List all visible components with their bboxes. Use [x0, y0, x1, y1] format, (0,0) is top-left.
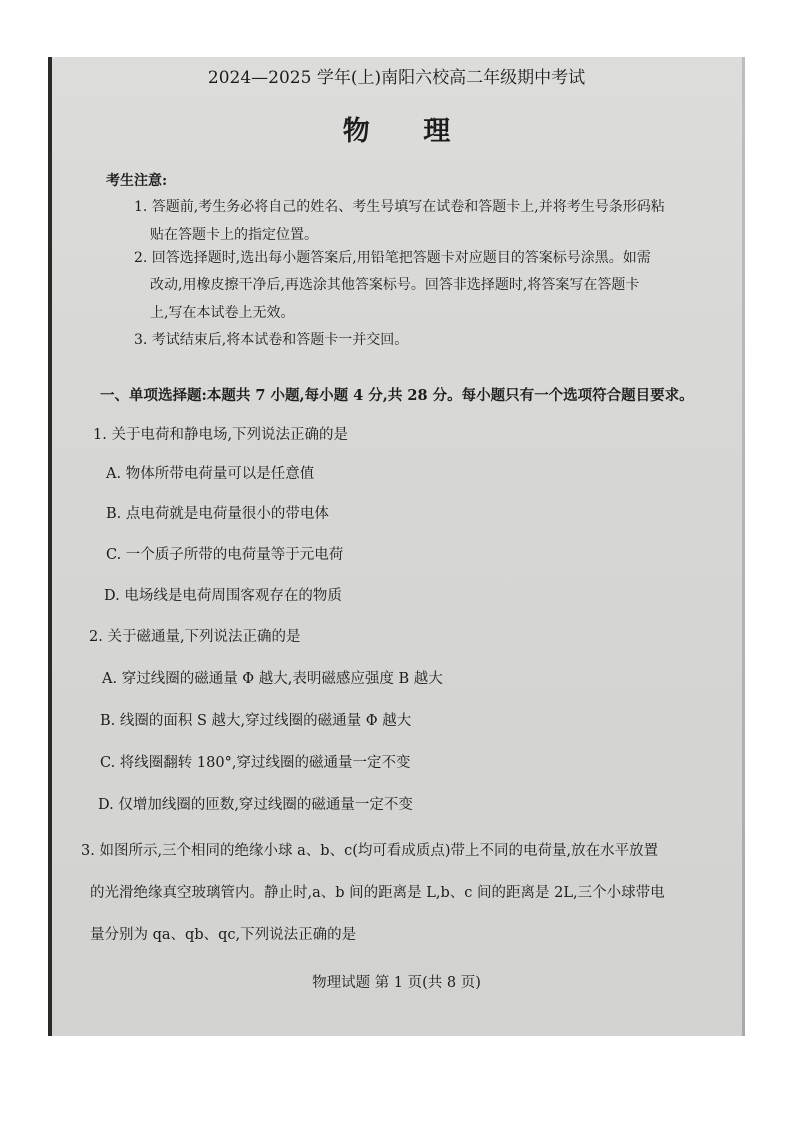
page-footer: 物理试题 第 1 页(共 8 页) — [312, 975, 481, 991]
question-1-option-d: D. 电场线是电荷周围客观存在的物质 — [104, 588, 342, 604]
question-2-option-c: C. 将线圈翻转 180°,穿过线圈的磁通量一定不变 — [100, 755, 411, 771]
question-3-line: 的光滑绝缘真空玻璃管内。静止时,a、b 间的距离是 L,b、c 间的距离是 2L,三个小球带电 — [90, 885, 665, 901]
exam-title: 2024—2025 学年(上)南阳六校高二年级期中考试 — [207, 68, 586, 88]
subject-title: 物 理 — [342, 116, 473, 147]
question-1-stem: 1. 关于电荷和静电场,下列说法正确的是 — [93, 427, 349, 443]
question-2-option-b: B. 线圈的面积 S 越大,穿过线圈的磁通量 Φ 越大 — [100, 713, 412, 729]
notice-item: 3. 考试结束后,将本试卷和答题卡一并交回。 — [134, 332, 409, 348]
question-2-stem: 2. 关于磁通量,下列说法正确的是 — [89, 629, 301, 645]
section-title: 一、单项选择题:本题共 7 小题,每小题 4 分,共 28 分。每小题只有一个选项符合题目要求。 — [100, 387, 694, 404]
question-3-line: 量分别为 qa、qb、qc,下列说法正确的是 — [90, 927, 357, 943]
notice-item: 上,写在本试卷上无效。 — [150, 305, 295, 321]
question-1-option-a: A. 物体所带电荷量可以是任意值 — [106, 466, 315, 482]
notice-item: 改动,用橡皮擦干净后,再选涂其他答案标号。回答非选择题时,将答案写在答题卡 — [150, 277, 640, 293]
notice-heading: 考生注意: — [106, 173, 168, 189]
scanned-page — [48, 57, 745, 1036]
question-1-option-b: B. 点电荷就是电荷量很小的带电体 — [106, 506, 329, 522]
notice-item: 贴在答题卡上的指定位置。 — [150, 227, 318, 243]
notice-item: 2. 回答选择题时,选出每小题答案后,用铅笔把答题卡对应题目的答案标号涂黑。如需 — [134, 250, 651, 266]
question-2-option-a: A. 穿过线圈的磁通量 Φ 越大,表明磁感应强度 B 越大 — [102, 671, 443, 687]
question-3-line: 3. 如图所示,三个相同的绝缘小球 a、b、c(均可看成质点)带上不同的电荷量,放在水平放置 — [81, 843, 659, 859]
question-1-option-c: C. 一个质子所带的电荷量等于元电荷 — [106, 547, 344, 563]
question-2-option-d: D. 仅增加线圈的匝数,穿过线圈的磁通量一定不变 — [98, 797, 413, 813]
notice-item: 1. 答题前,考生务必将自己的姓名、考生号填写在试卷和答题卡上,并将考生号条形码粘 — [134, 199, 665, 215]
